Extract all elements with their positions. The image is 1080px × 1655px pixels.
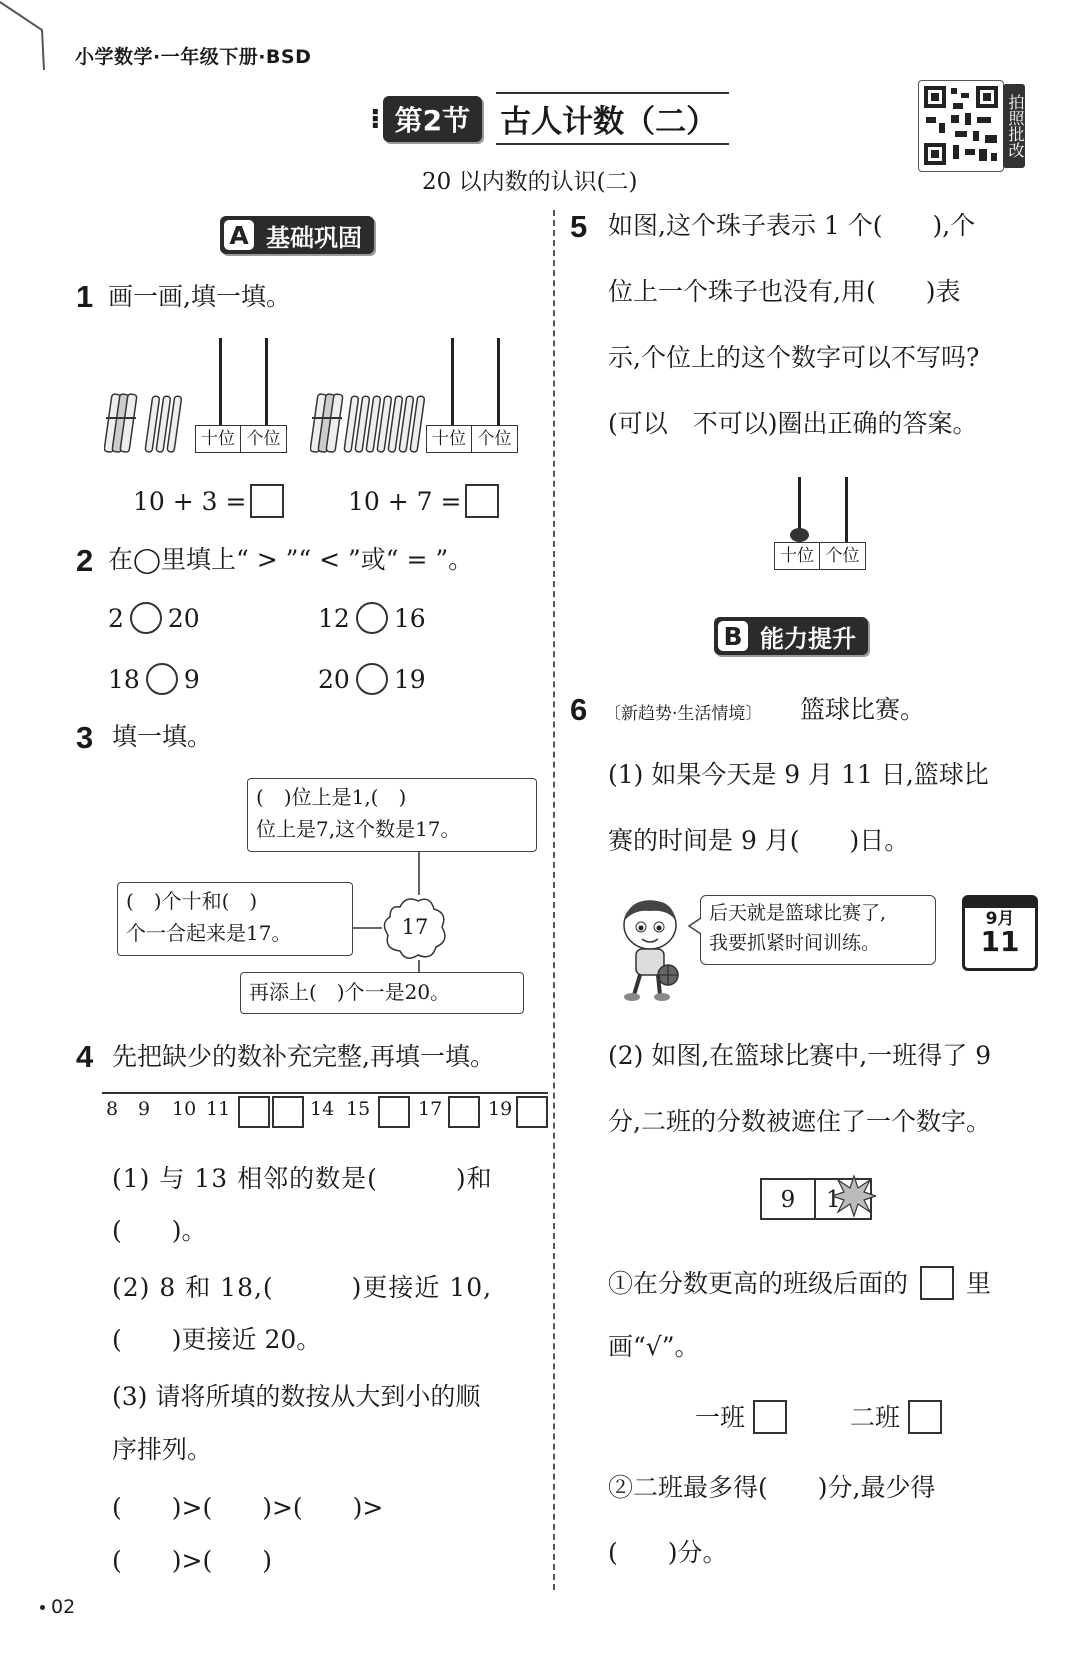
- q6-speech-bubble: [700, 895, 936, 965]
- q6-s1-line1b: 里: [966, 1268, 992, 1298]
- q2-item-3-circle[interactable]: [146, 663, 178, 695]
- q1-place-value-2: [426, 425, 518, 453]
- q6-p2-line1: (2) 如图,在篮球比赛中,一班得了 9: [608, 1041, 992, 1070]
- nl-blank-20[interactable]: [516, 1096, 548, 1128]
- q4-numberline: [102, 1092, 550, 1136]
- q3-text: 填一填。: [112, 722, 213, 751]
- score-class1: 9: [760, 1178, 816, 1220]
- book-header: 小学数学·一年级下册·BSD: [75, 46, 312, 68]
- q5-line4: (可以 不可以)圈出正确的答案。: [608, 409, 978, 438]
- q3-left-line1: ( )个十和( ): [126, 889, 258, 913]
- score-class2-digit: 1: [826, 1187, 841, 1213]
- q6-s1-line1a: ①在分数更高的班级后面的: [608, 1268, 909, 1298]
- calendar-month: 9月: [985, 909, 1015, 929]
- q4-p2-line1: (2) 8 和 18,( )更接近 10,: [112, 1273, 493, 1302]
- nl-blank-13[interactable]: [272, 1096, 304, 1128]
- q2-item-2-b: 16: [393, 603, 426, 633]
- q4-p1-line2: ( )。: [112, 1216, 207, 1245]
- q1-rod-tens-2: [451, 338, 454, 428]
- q3-bottom-text: 再添上( )个一是20。: [249, 980, 451, 1004]
- qr-code[interactable]: [918, 80, 1004, 172]
- class2-label: 二班: [850, 1402, 901, 1432]
- q1-sticks-2: [310, 390, 430, 464]
- page-number-text: 02: [51, 1596, 76, 1618]
- speech-tail: [688, 916, 702, 940]
- score-class2: [816, 1178, 872, 1220]
- qr-label: 拍照批改: [1003, 84, 1025, 168]
- column-divider: [553, 210, 555, 1590]
- q4-p3-line1: (3) 请将所填的数按从大到小的顺: [112, 1382, 481, 1411]
- section-b-letter: B: [718, 621, 748, 651]
- q6-number: 6: [570, 692, 588, 727]
- q5-line3: 示,个位上的这个数字可以不写吗?: [608, 343, 980, 372]
- q2-item-2-circle[interactable]: [356, 602, 388, 634]
- calendar-top-bar: [965, 898, 1035, 908]
- q6-s1-line2: 画“√”。: [608, 1332, 700, 1361]
- q1-eq1-text: 10 + 3 =: [133, 486, 247, 516]
- q4-p1-line1: (1) 与 13 相邻的数是( )和: [112, 1164, 493, 1193]
- q1-sticks-1: [104, 390, 189, 464]
- pv-ones: 个位: [241, 425, 287, 453]
- q4-p3-line2: 序排列。: [112, 1435, 213, 1464]
- q2-item-4-b: 19: [393, 664, 426, 694]
- q1-eq2-text: 10 + 7 =: [348, 486, 462, 516]
- nl-blank-18[interactable]: [448, 1096, 480, 1128]
- nl-9: 9: [138, 1098, 151, 1120]
- q2-item-3-b: 9: [183, 664, 200, 694]
- nl-11: 11: [206, 1098, 231, 1120]
- q6-p1-line1: (1) 如果今天是 9 月 11 日,篮球比: [608, 760, 989, 789]
- q4-text: 先把缺少的数补充完整,再填一填。: [112, 1042, 495, 1071]
- q6-p2-line2: 分,二班的分数被遮住了一个数字。: [608, 1107, 991, 1136]
- q4-number: 4: [76, 1039, 94, 1074]
- q3-top-line2: 位上是7,这个数是17。: [256, 817, 461, 841]
- q1-eq2-answer-box[interactable]: [465, 484, 499, 518]
- nl-10: 10: [172, 1098, 197, 1120]
- q5-place-value: [774, 542, 866, 570]
- section-b-name: 能力提升: [760, 624, 856, 653]
- q1-place-value-1: [195, 425, 287, 453]
- q2-item-4-circle[interactable]: [356, 663, 388, 695]
- hidden-digit-splat: [832, 1174, 876, 1218]
- scoreboard: [760, 1178, 872, 1220]
- q5-bead: [790, 528, 809, 542]
- section-b-badge: [714, 617, 868, 655]
- q4-order-line2: ( )>( ): [112, 1546, 272, 1575]
- pv-tens: 十位: [426, 425, 472, 453]
- q4-order-line1: ( )>( )>( )>: [112, 1493, 384, 1522]
- q2-item-1-a: 2: [108, 603, 124, 633]
- q2-item-2: [318, 602, 426, 634]
- nl-blank-12[interactable]: [238, 1096, 270, 1128]
- q2-text: 在◯里填上“ > ”“ < ”或“ = ”。: [108, 545, 474, 574]
- section-a-badge: [220, 216, 374, 254]
- q2-item-2-a: 12: [318, 603, 350, 633]
- q2-item-4-a: 20: [318, 664, 350, 694]
- pv-ones: 个位: [820, 542, 866, 570]
- q6-s2-line1: ②二班最多得( )分,最少得: [608, 1473, 936, 1502]
- q5-line1: 如图,这个珠子表示 1 个( ),个: [608, 211, 976, 240]
- q5-rod-ones: [845, 477, 848, 543]
- q3-left-line2: 个一合起来是17。: [126, 921, 292, 945]
- calendar-day: 11: [980, 925, 1020, 958]
- subtitle: 20 以内数的认识(二): [422, 169, 638, 195]
- speech-line1: 后天就是篮球比赛了,: [709, 902, 887, 924]
- section-a-letter: A: [224, 220, 254, 250]
- q1-rod-ones-1: [265, 338, 268, 428]
- section-title: 古人计数（二）: [496, 92, 729, 145]
- q6-class1: [695, 1400, 787, 1434]
- boy-illustration: [610, 895, 690, 1009]
- speech-line2: 我要抓紧时间训练。: [709, 932, 881, 954]
- q2-number: 2: [76, 543, 94, 578]
- class1-label: 一班: [695, 1402, 746, 1432]
- q5-line2: 位上一个珠子也没有,用( )表: [608, 277, 961, 306]
- q6-s1-box[interactable]: [920, 1266, 954, 1300]
- class1-check-box[interactable]: [753, 1400, 787, 1434]
- q1-rod-tens-1: [219, 338, 222, 428]
- q3-center-number: 17: [401, 915, 429, 939]
- q1-eq1-answer-box[interactable]: [250, 484, 284, 518]
- nl-14: 14: [310, 1098, 335, 1120]
- q2-item-1: [108, 602, 200, 634]
- class2-check-box[interactable]: [908, 1400, 942, 1434]
- corner-line: [0, 0, 60, 79]
- page-number: [40, 1596, 75, 1618]
- q1-text: 画一画,填一填。: [108, 282, 291, 311]
- section-a-name: 基础巩固: [266, 223, 362, 252]
- q6-text: 篮球比赛。: [800, 695, 926, 724]
- q6-s2-line2: ( )分。: [608, 1538, 728, 1567]
- nl-19: 19: [488, 1098, 513, 1120]
- nl-15: 15: [346, 1098, 371, 1120]
- nl-8: 8: [106, 1098, 119, 1120]
- title-dots: ⁝: [370, 102, 381, 135]
- q2-item-1-b: 20: [167, 603, 200, 633]
- numberline-axis: [102, 1092, 548, 1094]
- q2-item-3-a: 18: [108, 664, 140, 694]
- q6-p1-line2: 赛的时间是 9 月( )日。: [608, 826, 910, 855]
- nl-blank-16[interactable]: [378, 1096, 410, 1128]
- page-dot: [40, 1605, 45, 1610]
- q3-bottom-box: [240, 972, 524, 1014]
- q1-eq1: [133, 484, 284, 518]
- q6-s1-line1: [608, 1266, 991, 1300]
- q3-left-box: [117, 882, 353, 956]
- q6-tag: 〔新趋势·生活情境〕: [604, 704, 763, 724]
- q5-number: 5: [570, 209, 588, 244]
- q1-number: 1: [76, 279, 94, 314]
- q1-rod-ones-2: [497, 338, 500, 428]
- q3-center-cloud: [380, 893, 450, 963]
- pv-tens: 十位: [195, 425, 241, 453]
- q2-item-3: [108, 663, 200, 695]
- q3-top-box: [247, 778, 537, 852]
- q1-eq2: [348, 484, 499, 518]
- q2-item-4: [318, 663, 426, 695]
- pv-ones: 个位: [472, 425, 518, 453]
- q6-class2: [850, 1400, 942, 1434]
- q2-item-1-circle[interactable]: [130, 602, 162, 634]
- q4-p2-line2: ( )更接近 20。: [112, 1325, 322, 1354]
- q3-number: 3: [76, 720, 94, 755]
- calendar: [962, 895, 1038, 971]
- q3-top-line1: ( )位上是1,( ): [256, 785, 407, 809]
- section-label: 第2节: [383, 96, 482, 142]
- pv-tens: 十位: [774, 542, 820, 570]
- title-block: [370, 92, 729, 145]
- nl-17: 17: [418, 1098, 443, 1120]
